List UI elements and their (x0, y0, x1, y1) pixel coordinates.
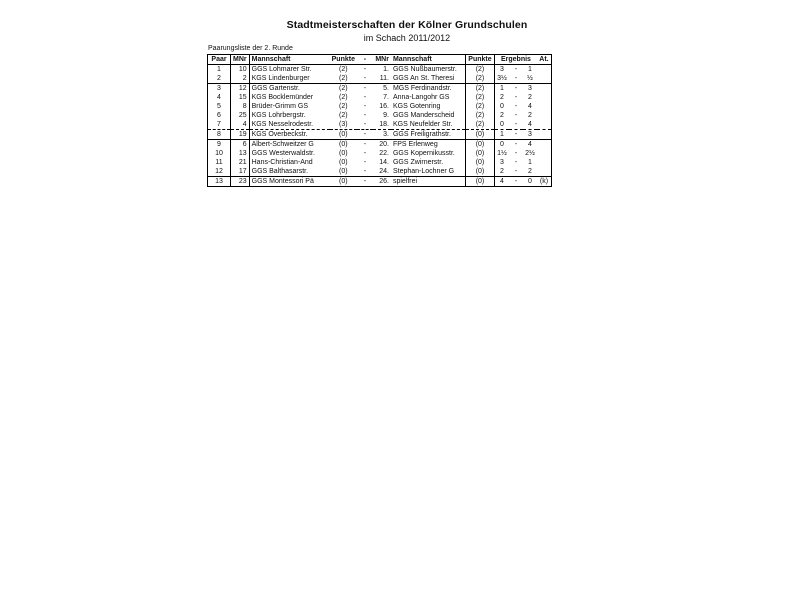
cell-result-away: 4 (523, 120, 537, 130)
cell-mnr-1: 23 (231, 177, 250, 187)
table-row (208, 130, 552, 140)
document-title: Stadtmeisterschaften der Kölner Grundschulen (286, 19, 528, 31)
table-row (208, 140, 552, 150)
cell-punkte-1: (2) (339, 93, 348, 101)
cell-at (537, 140, 552, 150)
cell-punkte-1: (0) (339, 149, 348, 157)
col-punkte: Punkte (331, 55, 355, 63)
cell-team-1: Brüder-Grimm GS (251, 102, 309, 110)
cell-punkte-1: (2) (339, 84, 348, 92)
cell-team-2: FPS Erlenweg (391, 140, 466, 150)
cell-result-home: 4 (494, 177, 509, 187)
cell-mnr-1: 13 (231, 149, 250, 158)
cell-dash: - (363, 111, 367, 119)
cell-paar: 8 (208, 130, 231, 140)
cell-team-1: GGS Gartenstr. (251, 84, 300, 92)
cell-paar: 4 (208, 93, 231, 102)
cell-dash: - (357, 120, 373, 130)
cell-paar: 12 (208, 167, 231, 177)
cell-result-home: 2 (500, 93, 504, 101)
cell-punkte-1: (0) (330, 130, 357, 140)
cell-team-2: spielfrei (391, 177, 466, 187)
cell-team-1: GGS Montessori Pä (249, 177, 330, 187)
cell-at (537, 158, 552, 167)
cell-result-sep: - (514, 111, 518, 119)
cell-punkte-2: (2) (465, 111, 494, 120)
cell-result-away: 1 (528, 158, 532, 166)
cell-result-home: 0 (500, 140, 504, 148)
cell-dash: - (363, 84, 367, 92)
cell-mnr-1: 4 (231, 120, 250, 130)
cell-punkte-2: (2) (465, 93, 494, 102)
table-row (208, 65, 552, 75)
table-header-row (208, 55, 552, 65)
cell-dash: - (357, 74, 373, 84)
cell-mnr-1: 6 (231, 140, 250, 150)
cell-mnr-2: 7. (383, 93, 389, 101)
cell-mnr-1: 12 (231, 84, 250, 94)
col-mannschaft-2: Mannschaft (391, 55, 466, 65)
cell-team-2: GGS Manderscheid (391, 111, 466, 120)
cell-result-sep: - (514, 84, 518, 92)
cell-mnr-1: 15 (231, 93, 250, 102)
cell-at (537, 111, 552, 120)
cell-punkte-2: (2) (465, 74, 494, 84)
cell-result-home: 1 (494, 130, 509, 140)
col-mnr: MNr (231, 55, 250, 65)
table-row (208, 74, 552, 84)
round-caption: Paarungsliste der 2. Runde (208, 45, 293, 52)
cell-mnr-1: 8 (231, 102, 250, 111)
cell-punkte-2: (2) (465, 102, 494, 111)
cell-at (537, 102, 552, 111)
cell-team-2: GGS Freiligrathstr. (391, 130, 466, 140)
cell-result-sep: - (514, 93, 518, 101)
col-ergebnis: Ergebnis (494, 55, 537, 65)
cell-at (537, 120, 552, 130)
cell-mnr-2: 22. (379, 149, 389, 157)
cell-at (537, 167, 552, 177)
cell-team-1: KGS Lohrbergstr. (251, 111, 306, 119)
cell-mnr-1: 17 (231, 167, 250, 177)
cell-team-1: GGS Westerwaldstr. (251, 149, 315, 157)
col-dash: - (357, 55, 373, 65)
cell-punkte-2: (0) (465, 177, 494, 187)
cell-mnr-2: 11. (373, 74, 391, 84)
cell-result-home: 3½ (494, 74, 509, 84)
cell-punkte-2: (0) (465, 140, 494, 150)
cell-mnr-2: 3. (373, 130, 391, 140)
cell-team-2: GGS Zwirnerstr. (391, 158, 466, 167)
table-row (208, 177, 552, 187)
cell-team-2: GGS An St. Theresi (391, 74, 466, 84)
cell-punkte-1: (2) (339, 111, 348, 119)
col-mannschaft: Mannschaft (249, 55, 330, 65)
cell-punkte-2: (0) (465, 149, 494, 158)
col-mnr-2: MNr (373, 55, 391, 65)
cell-mnr-1: 10 (231, 65, 250, 75)
cell-team-1: GGS Balthasarstr. (249, 167, 330, 177)
cell-team-1: KGS Lindenburger (249, 74, 330, 84)
cell-result-sep: - (514, 158, 518, 166)
table-row (208, 120, 552, 130)
cell-dash: - (363, 65, 367, 73)
cell-team-1: GGS Lohmarer Str. (251, 65, 312, 73)
cell-result-sep: - (509, 74, 523, 84)
cell-at (537, 84, 552, 94)
cell-punkte-1: (0) (339, 140, 348, 148)
table-row (208, 93, 552, 102)
cell-team-2: GGS Nußbaumerstr. (391, 65, 466, 75)
cell-punkte-2: (2) (465, 84, 494, 94)
cell-result-sep: - (509, 130, 523, 140)
document-subtitle: im Schach 2011/2012 (363, 33, 451, 43)
cell-dash: - (357, 130, 373, 140)
table-row (208, 84, 552, 94)
cell-dash: - (363, 93, 367, 101)
cell-mnr-1: 25 (231, 111, 250, 120)
cell-punkte-1: (2) (330, 74, 357, 84)
cell-result-away: 3 (523, 130, 537, 140)
cell-punkte-1: (2) (339, 102, 348, 110)
cell-mnr-2: 5. (383, 84, 389, 92)
cell-result-home: 3 (500, 158, 504, 166)
cell-result-home: 1½ (497, 149, 507, 157)
cell-result-home: 1 (500, 84, 504, 92)
cell-paar: 11 (208, 158, 231, 167)
cell-result-away: 3 (528, 84, 532, 92)
table-row (208, 111, 552, 120)
cell-result-home: 0 (494, 120, 509, 130)
cell-punkte-2: (0) (465, 167, 494, 177)
cell-team-2: KGS Gotenring (391, 102, 466, 111)
cell-at (537, 149, 552, 158)
cell-dash: - (357, 167, 373, 177)
cell-team-1: KGS Nesselrodestr. (249, 120, 330, 130)
cell-at: (k) (537, 177, 552, 187)
cell-mnr-2: 20. (379, 140, 389, 148)
cell-mnr-1: 2 (231, 74, 250, 84)
cell-punkte-1: (0) (339, 158, 348, 166)
cell-result-away: 1 (528, 65, 532, 73)
cell-result-away: 0 (523, 177, 537, 187)
cell-mnr-2: 26. (373, 177, 391, 187)
cell-paar: 3 (208, 84, 231, 94)
cell-at (537, 93, 552, 102)
cell-punkte-2: (0) (465, 158, 494, 167)
cell-result-away: 4 (528, 102, 532, 110)
cell-result-sep: - (509, 177, 523, 187)
cell-dash: - (363, 140, 367, 148)
cell-result-away: 2½ (525, 149, 535, 157)
cell-result-sep: - (509, 167, 523, 177)
table-row (208, 167, 552, 177)
cell-result-sep: - (514, 65, 518, 73)
cell-dash: - (363, 158, 367, 166)
cell-result-sep: - (514, 140, 518, 148)
cell-dash: - (357, 177, 373, 187)
cell-result-sep: - (509, 120, 523, 130)
cell-team-2: Anna-Langohr GS (391, 93, 466, 102)
cell-team-2: Stephan-Lochner G (391, 167, 466, 177)
cell-paar: 13 (208, 177, 231, 187)
pairing-table (207, 54, 552, 187)
col-paar: Paar (208, 55, 231, 65)
cell-team-1: Albert-Schweitzer G (251, 140, 314, 148)
cell-team-2: KGS Neufelder Str. (391, 120, 466, 130)
cell-punkte-2: (0) (465, 130, 494, 140)
table-row (208, 158, 552, 167)
cell-mnr-2: 16. (379, 102, 389, 110)
cell-paar: 5 (208, 102, 231, 111)
cell-paar: 6 (208, 111, 231, 120)
cell-team-1: KGS Overbeckstr. (249, 130, 330, 140)
cell-punkte-2: (2) (465, 120, 494, 130)
cell-punkte-1: (2) (339, 65, 348, 73)
cell-paar: 1 (208, 65, 231, 75)
cell-mnr-2: 24. (373, 167, 391, 177)
col-punkte-2: Punkte (465, 55, 494, 65)
cell-punkte-1: (0) (330, 167, 357, 177)
cell-team-1: Hans-Christian-And (251, 158, 313, 166)
cell-team-2: MGS Ferdinandstr. (391, 84, 466, 94)
cell-mnr-2: 1. (383, 65, 389, 73)
cell-team-2: GGS Kopernikusstr. (391, 149, 466, 158)
cell-team-1: KGS Bocklemünder (251, 93, 314, 101)
cell-mnr-2: 9. (383, 111, 389, 119)
cell-result-home: 0 (500, 102, 504, 110)
cell-result-away: 2 (523, 167, 537, 177)
cell-paar: 7 (208, 120, 231, 130)
cell-result-away: ½ (523, 74, 537, 84)
cell-result-away: 2 (528, 93, 532, 101)
cell-paar: 2 (208, 74, 231, 84)
table-row (208, 102, 552, 111)
cell-punkte-2: (2) (465, 65, 494, 75)
cell-paar: 9 (208, 140, 231, 150)
cell-dash: - (363, 102, 367, 110)
cell-punkte-1: (3) (330, 120, 357, 130)
table-row (208, 149, 552, 158)
cell-mnr-1: 21 (231, 158, 250, 167)
cell-mnr-2: 18. (373, 120, 391, 130)
cell-result-away: 2 (528, 111, 532, 119)
cell-punkte-1: (0) (330, 177, 357, 187)
cell-at (537, 74, 552, 84)
cell-mnr-1: 19 (231, 130, 250, 140)
cell-result-home: 3 (500, 65, 504, 73)
cell-at (537, 65, 552, 75)
col-at: At. (537, 55, 552, 65)
cell-result-away: 4 (528, 140, 532, 148)
cell-result-sep: - (514, 102, 518, 110)
cell-dash: - (363, 149, 367, 157)
cell-paar: 10 (208, 149, 231, 158)
cell-result-home: 2 (494, 167, 509, 177)
cell-result-sep: - (514, 149, 518, 157)
cell-result-home: 2 (500, 111, 504, 119)
cell-mnr-2: 14. (379, 158, 389, 166)
cell-at (537, 130, 552, 140)
